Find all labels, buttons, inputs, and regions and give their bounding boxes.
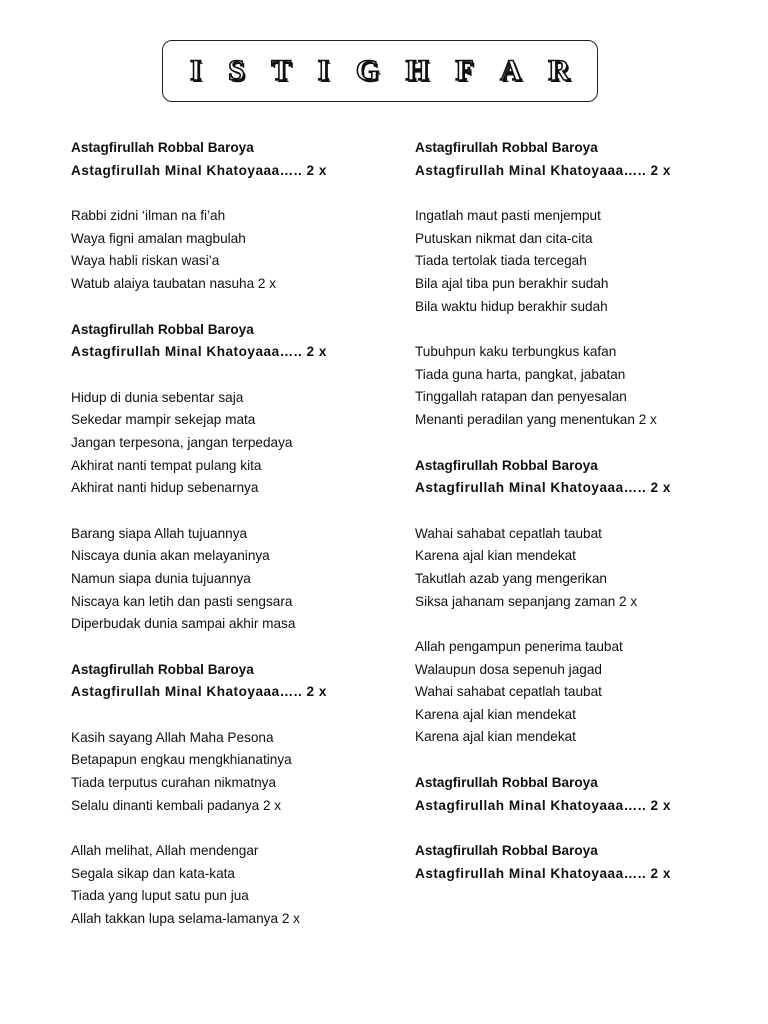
title-letter: H <box>405 54 429 87</box>
lyric-line: Tiada tertolak tiada tercegah <box>415 253 587 269</box>
lyric-line: Selalu dinanti kembali padanya 2 x <box>71 797 282 813</box>
lyric-line: Putuskan nikmat dan cita-cita <box>415 230 593 246</box>
lyric-line: Astagfirullah Robbal Baroya <box>71 140 254 155</box>
lyric-line: Akhirat nanti tempat pulang kita <box>71 457 262 473</box>
lyric-line: Tubuhpun kaku terbungkus kafan <box>415 344 617 360</box>
verse-stanza <box>71 387 401 500</box>
title-letter: I <box>317 54 330 87</box>
lyric-line: Astagfirullah Minal Khatoyaaa….. 2 x <box>415 480 671 496</box>
lyric-line: Kasih sayang Allah Maha Pesona <box>71 729 274 745</box>
lyric-line: Tinggallah ratapan dan penyesalan <box>415 389 627 405</box>
lyric-line: Waya figni amalan magbulah <box>71 230 246 246</box>
lyric-line: Astagfirullah Robbal Baroya <box>415 843 598 859</box>
title-letter: I <box>190 54 202 87</box>
lyric-line: Allah takkan lupa selama-lamanya 2 x <box>71 911 300 927</box>
right-column <box>415 137 745 908</box>
lyric-line: Astagfirullah Robbal Baroya <box>415 775 598 791</box>
lyric-line: Karena ajal kian mendekat <box>415 706 576 722</box>
lyric-line: Siksa jahanam sepanjang zaman 2 x <box>415 593 638 609</box>
lyric-line: Akhirat nanti hidup sebenarnya <box>71 480 259 496</box>
verse-stanza <box>415 341 745 431</box>
lyric-line: Rabbi zidni ‘ilman na fi’ah <box>71 208 226 224</box>
title-letter: F <box>455 54 474 87</box>
lyric-line: Bila ajal tiba pun berakhir sudah <box>415 275 609 291</box>
title-letter: G <box>355 54 380 87</box>
lyric-line: Astagfirullah Robbal Baroya <box>415 457 598 473</box>
lyric-line: Allah melihat, Allah mendengar <box>71 843 259 859</box>
lyric-line: Wahai sahabat cepatlah taubat <box>415 684 602 700</box>
lyric-line: Astagfirullah Minal Khatoyaaa….. 2 x <box>71 162 327 178</box>
lyric-line: Niscaya dunia akan melayaninya <box>71 548 270 564</box>
verse-stanza <box>71 205 401 295</box>
lyric-line: Astagfirullah Minal Khatoyaaa….. 2 x <box>415 797 671 813</box>
lyric-line: Karena ajal kian mendekat <box>415 548 576 564</box>
lyric-line: Wahai sahabat cepatlah taubat <box>415 525 602 541</box>
chorus-stanza <box>71 137 401 182</box>
verse-stanza <box>71 727 401 817</box>
chorus-stanza <box>71 319 401 364</box>
lyric-line: Astagfirullah Minal Khatoyaaa….. 2 x <box>71 344 327 360</box>
verse-stanza <box>71 840 401 930</box>
chorus-stanza <box>415 455 745 500</box>
lyric-line: Astagfirullah Robbal Baroya <box>71 321 254 337</box>
verse-stanza <box>415 205 745 318</box>
lyric-line: Betapapun engkau mengkhianatinya <box>71 752 292 768</box>
title-letter: T <box>271 54 292 87</box>
title-letter: R <box>548 54 570 87</box>
verse-stanza <box>71 523 401 636</box>
lyric-line: Tiada guna harta, pangkat, jabatan <box>415 366 626 382</box>
chorus-stanza <box>415 840 745 885</box>
verse-stanza <box>415 636 745 749</box>
lyric-line: Astagfirullah Robbal Baroya <box>71 661 254 677</box>
lyric-line: Hidup di dunia sebentar saja <box>71 389 244 405</box>
lyric-line: Diperbudak dunia sampai akhir masa <box>71 616 296 632</box>
title-letter: A <box>500 54 522 87</box>
chorus-stanza <box>415 137 745 182</box>
lyric-line: Jangan terpesona, jangan terpedaya <box>71 434 293 450</box>
lyric-line: Menanti peradilan yang menentukan 2 x <box>415 411 657 427</box>
lyric-line: Takutlah azab yang mengerikan <box>415 570 607 586</box>
verse-stanza <box>415 523 745 613</box>
lyric-line: Barang siapa Allah tujuannya <box>71 525 248 541</box>
chorus-stanza <box>415 772 745 817</box>
lyric-line: Astagfirullah Minal Khatoyaaa….. 2 x <box>415 162 671 178</box>
lyric-line: Tiada terputus curahan nikmatnya <box>71 775 277 791</box>
lyric-line: Karena ajal kian mendekat <box>415 729 576 745</box>
lyric-line: Allah pengampun penerima taubat <box>415 639 623 655</box>
lyric-line: Astagfirullah Minal Khatoyaaa….. 2 x <box>415 865 671 881</box>
title-letter: S <box>228 54 245 87</box>
lyric-line: Astagfirullah Robbal Baroya <box>415 140 598 155</box>
chorus-stanza <box>71 659 401 704</box>
lyric-line: Ingatlah maut pasti menjemput <box>415 208 601 224</box>
title-box <box>162 40 598 102</box>
lyric-line: Astagfirullah Minal Khatoyaaa….. 2 x <box>71 684 327 700</box>
lyric-line: Watub alaiya taubatan nasuha 2 x <box>71 275 277 291</box>
lyric-line: Segala sikap dan kata-kata <box>71 865 235 881</box>
lyric-line: Walaupun dosa sepenuh jagad <box>415 661 602 677</box>
lyric-line: Namun siapa dunia tujuannya <box>71 570 251 586</box>
lyric-line: Niscaya kan letih dan pasti sengsara <box>71 593 293 609</box>
lyric-line: Sekedar mampir sekejap mata <box>71 412 256 428</box>
lyric-line: Tiada yang luput satu pun jua <box>71 888 249 904</box>
page-title <box>190 54 570 88</box>
left-column <box>71 137 401 954</box>
lyric-line: Waya habli riskan wasi’a <box>71 253 220 269</box>
lyric-line: Bila waktu hidup berakhir sudah <box>415 298 608 314</box>
